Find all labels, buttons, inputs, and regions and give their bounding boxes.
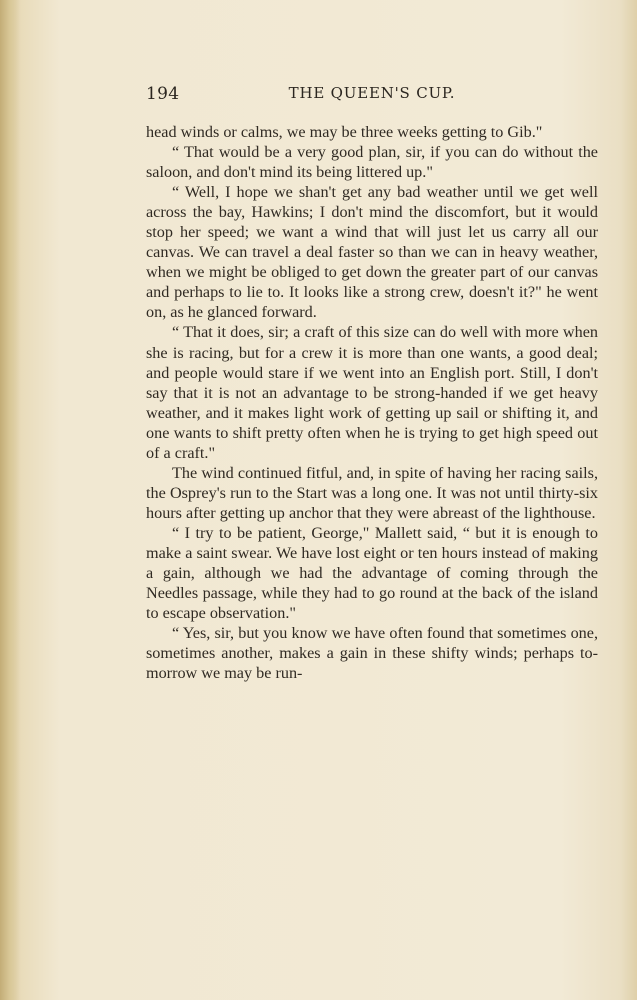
paragraph: “ I try to be patient, George," Mallett said, “ but it is enough to make a saint swear. We have lost eight or ten hours instead of making a gain, although we had the advantage of coming through the Needles passage, while they had to go round at the back of the island to escape observation." <box>146 523 598 623</box>
running-head <box>146 84 598 108</box>
paragraph: “ Yes, sir, but you know we have often found that sometimes one, sometimes another, makes a gain in these shifty winds; perhaps to-morrow we may be run- <box>146 624 598 683</box>
paragraph: “ That it does, sir; a craft of this size can do well with more when she is racing, but for a crew it is more than one wants, a good deal; and people would stare if we went into an English port. Still, I don't say that it is not an advantage to be strong-handed if we get heavy weather, and it makes light work of getting up sail or shifting it, and one wants to shift pretty often when he is trying to get high speed out of a craft." <box>146 323 598 462</box>
binding-edge <box>0 0 20 1000</box>
paragraph: “ That would be a very good plan, sir, if you can do without the saloon, and don't mind its being littered up." <box>146 143 598 182</box>
page-number: 194 <box>146 84 180 104</box>
paragraph: The wind continued fitful, and, in spite of having her racing sails, the Osprey's run to the Start was a long one. It was not until thirty-six hours after getting up anchor that they were abreast of the lighthouse. <box>146 463 598 522</box>
body-text <box>146 122 598 683</box>
paragraph: “ Well, I hope we shan't get any bad weather until we get well across the bay, Hawkins; I don't mind the discomfort, but it would stop her speed; we want a wind that will just let us carry all our canvas. We can travel a deal faster so than we can in heavy weather, when we might be obliged to get down the greater part of our canvas and perhaps to lie to. It looks like a strong crew, doesn't it?" he went on, as he glanced forward. <box>146 183 598 322</box>
paragraph: head winds or calms, we may be three weeks getting to Gib." <box>146 123 543 141</box>
running-title: THE QUEEN'S CUP. <box>288 84 456 102</box>
